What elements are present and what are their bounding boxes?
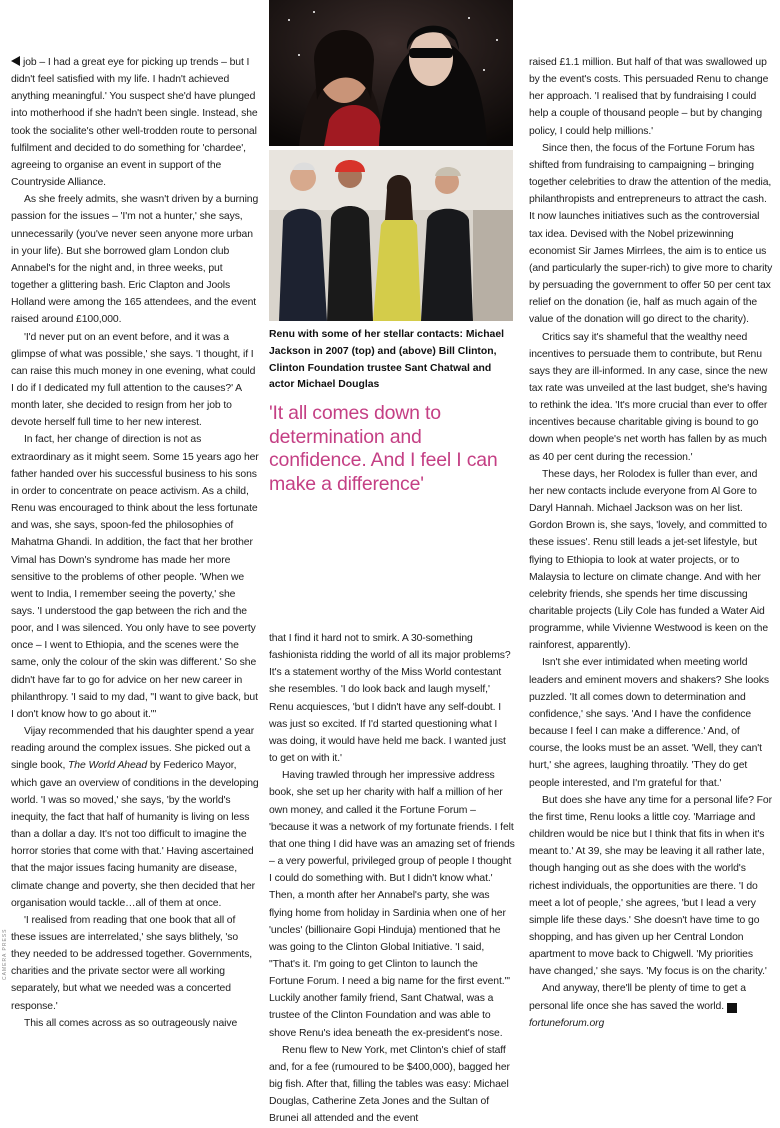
photo-caption: Renu with some of her stellar contacts: Michael Jackson in 2007 (top) and (above) Bill Clinton, Clinton Foundation trustee Sant Chatwal and actor Michael Douglas <box>269 329 504 391</box>
book-title: The World Ahead <box>68 760 148 772</box>
paragraph: In fact, her change of direction is not as extraordinary as it might seem. Some 15 years ago her father handed over his successful business to his sons in order to concentrate on peace activism. As a child, Renu was encouraged to think about the less fortunate and was, she says, spoon-fed the philosophies of Mahatma Ghandi. In addition, the fact that her brother Vimal has Down's syndrome has made her more sensitive to the problems of other people. 'When we went to India, I remember seeing the poverty,' she says. 'I understood the gap between the rich and the poor, and I was silenced. You only have to see poverty once – I went to Ethiopia, and the scenes were the same, only the colour of the skin was different.' So she didn't have far to go for advice on her new career in philanthropy. 'I said to my dad, "I want to give back, but I don't know how to go about it."' <box>11 434 259 720</box>
article-column-1 <box>11 54 260 1032</box>
paragraph <box>11 723 260 912</box>
article-column-2 <box>269 630 515 1128</box>
paragraph: As she freely admits, she wasn't driven by a burning passion for the issues – 'I'm not a hunter,' she says, unnecessarily (you've never seen anyone more urban in your life). But she borrowed glam London club Annabel's for the night and, in three weeks, put together a glittering bash. Eric Clapton and Jools Holland were among the 165 attendees, and the event raised around £100,000. <box>11 194 259 326</box>
paragraph <box>529 1015 773 1032</box>
paragraph: Isn't she ever intimidated when meeting world leaders and eminent movers and shakers? She looks puzzled. 'It all comes down to determination and confidence,' she says. 'And I have the confidence because I feel I can make a difference.' And, of course, the looks must be an asset. 'Well, they can't hurt,' she agrees, laughing throatily. 'They do get people interested, and I'm grateful for that.' <box>529 657 769 789</box>
photo-credit: CAMERA PRESS <box>2 928 8 980</box>
paragraph: 'I'd never put on an event before, and it was a glimpse of what was possible,' she says. 'I thought, if I can raise this much money in one evening, what could I do if I dedicated my full attention to the causes?' A month later, she decided to resign from her job to devote herself full time to her new interest. <box>11 331 256 429</box>
paragraph: Critics say it's shameful that the wealthy need incentives to persuade them to contribute, but Renu says they are ill-informed. In any case, since the new tax rate was unveiled at the last budget, she's having to rethink the idea. 'It's more crucial than ever to offer incentives because charitable giving is bound to go down when people's net worth has fallen by as much as 40 per cent during the recession.' <box>529 331 768 463</box>
paragraph: 'I realised from reading that one book that all of these issues are interrelated,' she says blithely, 'so they needed to be addressed together. Governments, charities and the private sector were all working separately, but what we needed was a concerted response.' <box>11 914 253 1012</box>
paragraph <box>11 54 260 191</box>
article-column-3 <box>529 54 773 1032</box>
paragraph-text: And anyway, there'll be plenty of time to get a personal life once she has saved the world. <box>529 983 746 1012</box>
paragraph: that I find it hard not to smirk. A 30-something fashionista ridding the world of all its major problems? It's a statement worthy of the Miss World contestant she resembles. 'I do look back and laugh myself,' Renu acquiesces, 'but I didn't have any self-doubt. I was just so excited. If I'd started questioning what I was doing, it would have held me back. I wanted just to get on with it.' <box>269 633 511 765</box>
paragraph: Having trawled through her impressive address book, she set up her charity with half a million of her own money, and called it the Fortune Forum – 'because it was a network of my fortunate friends. I felt that one thing I did have was an amazing set of friends – a very powerful, privileged group of people I thought I could do something with. But I didn't know what.' Then, a month after her Annabel's party, she was flying home from holiday in Sardinia when one of her 'uncles' (billionaire Gopi Hinduja) mentioned that he was going to the Clinton Global Initiative. 'I said, "That's it. I'm going to get Clinton to launch the Fortune Forum. I need a big name for the first event."' Luckily another family friend, Sant Chatwal, was a trustee of the Clinton Foundation and was able to shove Renu's idea beneath the ex-president's nose. <box>269 770 515 1039</box>
continued-arrow-icon <box>11 56 20 66</box>
photo-michael-jackson <box>269 0 513 146</box>
paragraph: This all comes across as so outrageously naive <box>24 1017 238 1029</box>
end-mark-icon: ❯ <box>727 1003 737 1013</box>
paragraph-text: job – I had a great eye for picking up trends – but I didn't feel satisfied with my life. I hadn't achieved anything meaningful.' You suspect she'd have plunged into motherhood if she hadn't been single. Instead, she took the socialite's other well-trodden route to personal fulfilment and decided to do something for 'chardee', agreeing to organise an event in support of the Countryside Alliance. <box>11 57 258 189</box>
paragraph: Since then, the focus of the Fortune Forum has shifted from fundraising to campaigning – bringing together celebrities to draw the attention of the media, philanthropists and entrepreneurs to attract the cash. It now launches initiatives such as the controversial tax idea. Devised with the Nobel prizewinning economist Sir James Mirrlees, the aim is to entice us (and particularly the super-rich) to give more to charity by persuading the government to offer 50 per cent tax relief on the donation (ie, half as much again of the value of the donation will go direct to the charity). <box>529 142 773 326</box>
paragraph: Renu flew to New York, met Clinton's chief of staff and, for a fee (rumoured to be $400,000), bagged her big fish. After that, filling the tables was easy: Michael Douglas, Catherine Zeta Jones and the Sultan of Brunei all attended and the event <box>269 1044 510 1125</box>
paragraph: But does she have any time for a personal life? For the first time, Renu looks a little coy. 'Marriage and children would be nice but I think that fits in when it's meant to.' At 39, she may be leaving it all rather late, though hanging out as she does with the world's richest individuals, the opportunities are there. 'I do meet a lot of people,' she agrees, 'but I lead a very simple life these days.' She doesn't have time to go shopping, and has given up her Central London apartment to move back to Chigwell. 'My priorities have changed,' she says. 'My focus is on the charity.' <box>529 794 772 978</box>
pull-quote: 'It all comes down to determination and confidence. And I feel I can make a difference' <box>269 402 498 495</box>
paragraph-text: Vijay recommended that his daughter spend a year reading around the complex issues. She picked out a single book, <box>11 726 255 772</box>
photo-clinton-group <box>269 150 513 321</box>
paragraph: raised £1.1 million. But half of that was swallowed up by the event's costs. This persuaded Renu to change her approach. 'I realised that by fundraising I could help a couple of thousand people – but by changing policy, I could help millions.' <box>529 57 769 137</box>
website-url: fortuneforum.org <box>529 1017 605 1029</box>
paragraph-text: by Federico Mayor, which gave an overview of conditions in the developing world. 'I was so moved,' she says, 'by the world's inequity, the fact that half of humanity is living on less than a dollar a day. It's not too difficult to imagine the horror stories that come with that.' Having ascertained that the major issues facing humanity are disease, climate change and poverty, she then decided that her organisation would tackle…all of them at once. <box>11 760 259 909</box>
paragraph <box>529 980 773 1014</box>
paragraph: These days, her Rolodex is fuller than ever, and her new contacts include everyone from Al Gore to Daryl Hannah. Michael Jackson was on her list. Gordon Brown is, she says, 'lovely, and committed to these issues'. Renu still leads a jet-set lifestyle, but flying to Ethiopia to look at water projects, or to Malaysia to lecture on climate change. And with her celebrity friends, she spends her time discussing charitable projects (Lily Cole has funded a Water Aid programme, while Vivienne Westwood is keen on the rainforest, apparently). <box>529 468 769 652</box>
